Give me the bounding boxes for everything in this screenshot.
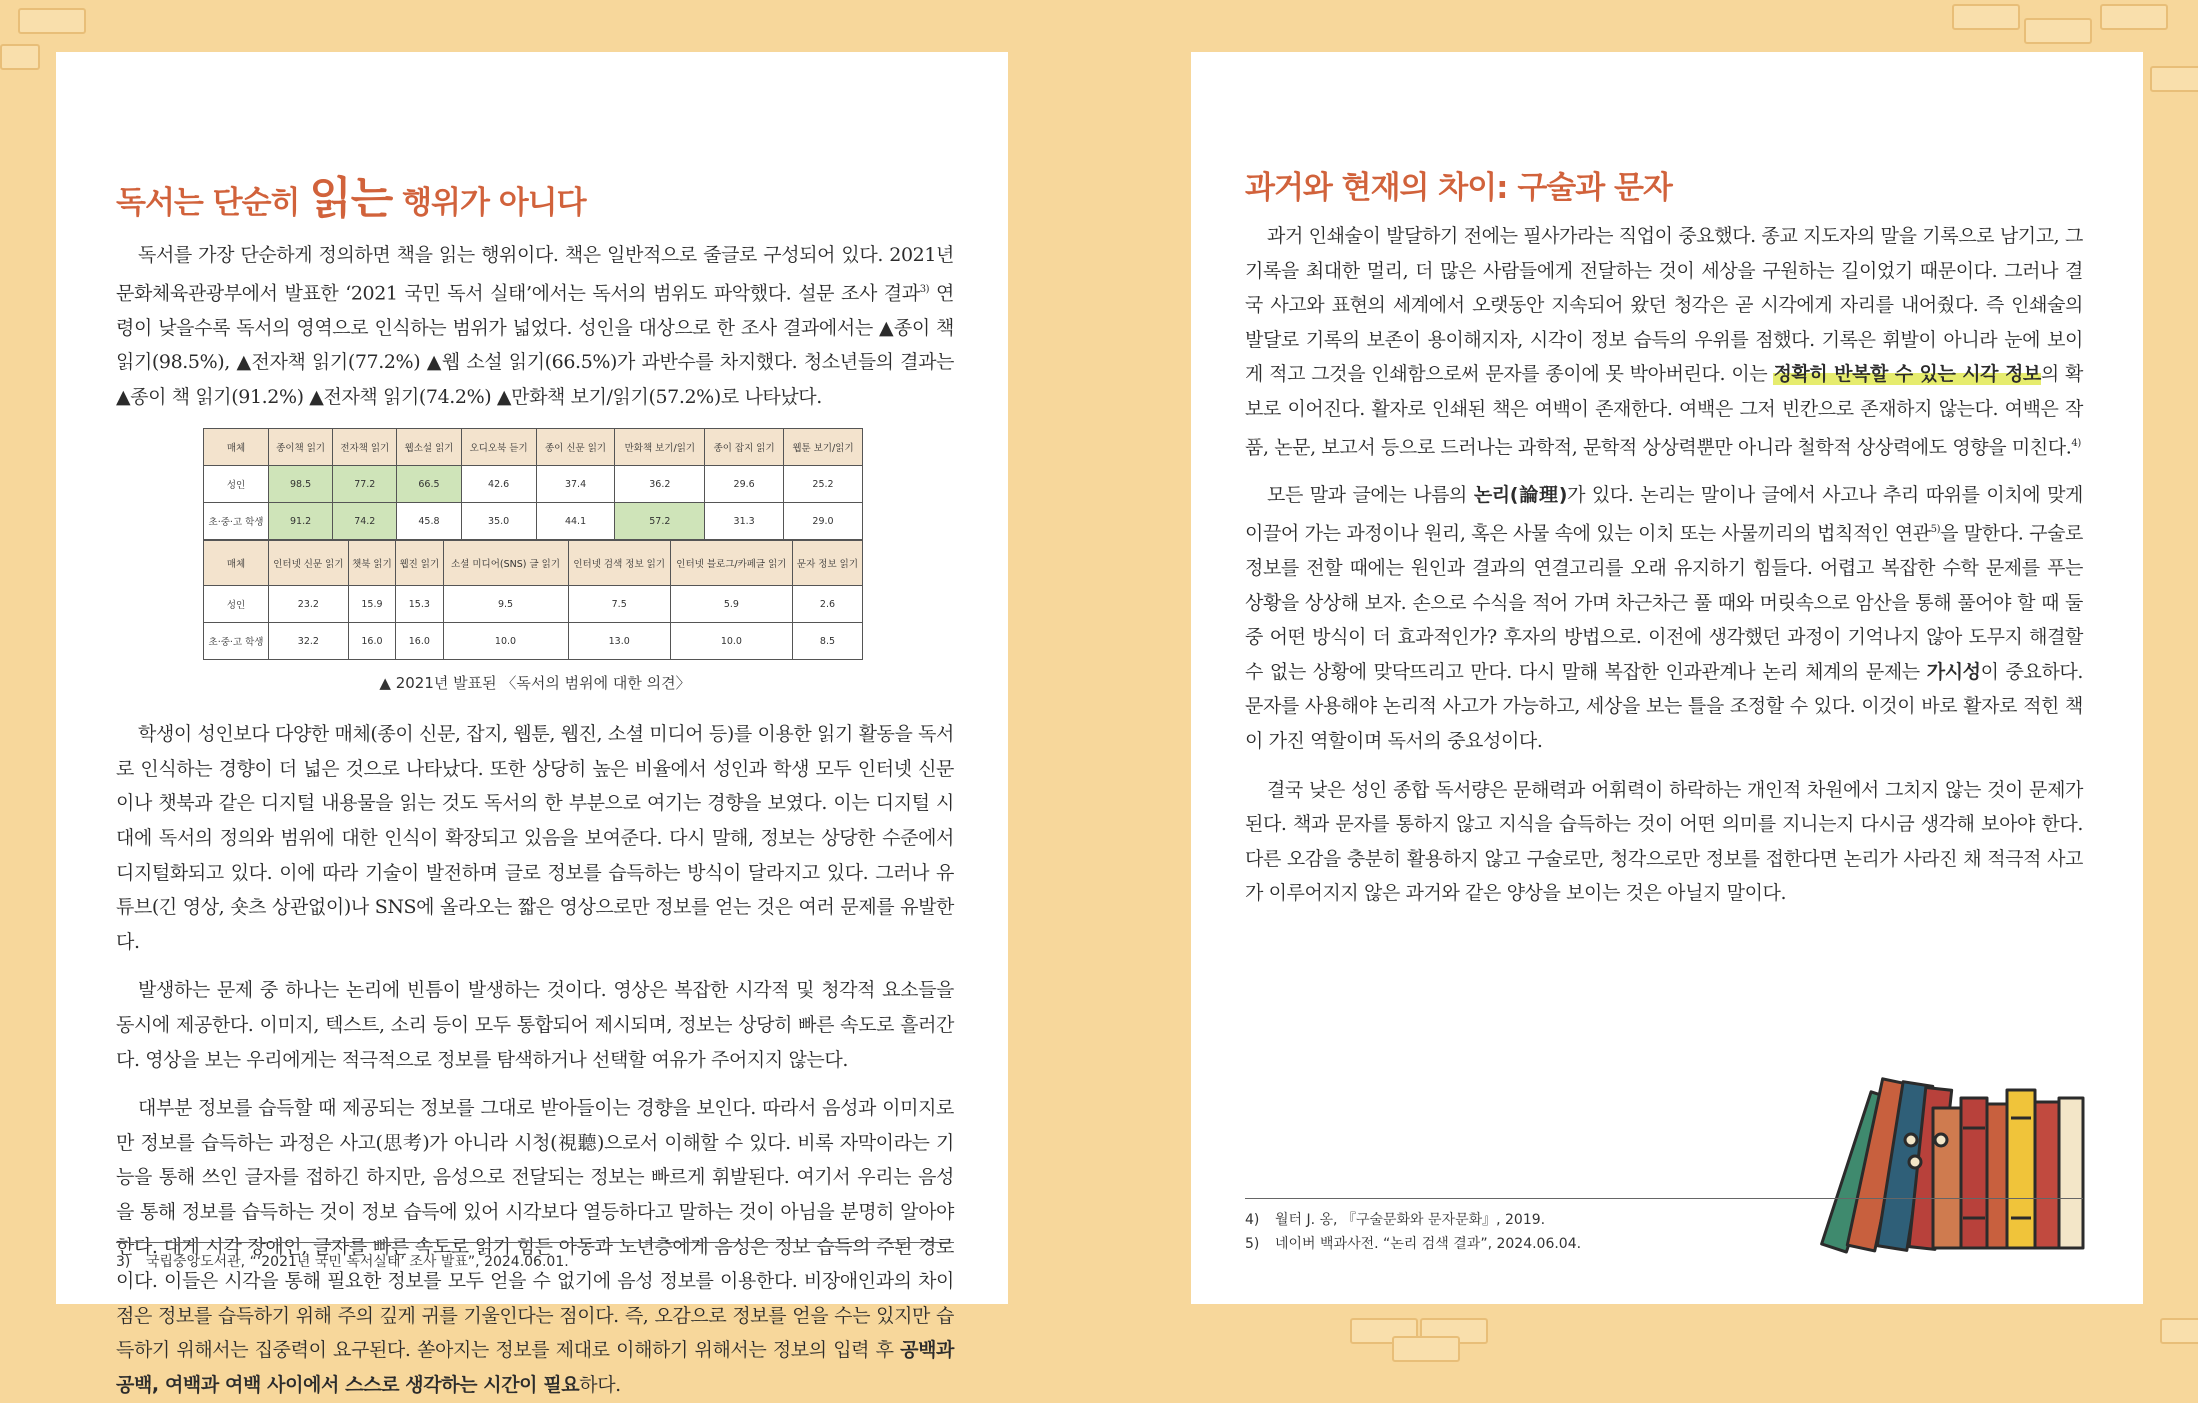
background-brick [0,44,40,70]
table-cell: 44.1 [536,503,615,540]
table-cell: 7.5 [568,586,670,623]
right-page [1191,52,2143,1304]
highlighted-text: 정확히 반복할 수 있는 시각 정보 [1773,363,2041,386]
table-cell: 10.0 [443,623,568,660]
table-2 [203,540,863,660]
reading-scope-table [203,428,954,660]
table-header-row [204,541,863,586]
footnote [1245,1208,1581,1256]
books-illustration [1781,1068,2091,1254]
background-brick [2100,4,2168,30]
table-cell: 32.2 [269,623,349,660]
table-cell: 98.5 [269,466,333,503]
table-cell: 36.2 [615,466,705,503]
right-page-title: 과거와 현재의 차이: 구술과 문자 [1245,170,1672,206]
table-header: 웹소설 읽기 [397,429,461,466]
footnote-text: 네이버 백과사전. “논리 검색 결과”, 2024.06.04. [1275,1236,1582,1252]
table-header: 종이 신문 읽기 [536,429,615,466]
paragraph-text: 연령이 낮을수록 독서의 영역으로 인식하는 범위가 넓었다. 성인을 대상으로 한 조사 결과에서는 ▲종이 책 읽기(98.5%), ▲전자책 읽기(77.2%) ▲웹 소설 읽기(66.5%)가 과반수를 차지했다. 청소년들의 결과는 ▲종이 책 읽기(91.2%) ▲전자책 읽기(74.2%) ▲만화책 보기/읽기(57.2%)로 나타났다. [116,281,954,408]
table-row [204,503,863,540]
background-brick [1392,1336,1460,1362]
footnote-ref: 5) [1930,524,1941,536]
title-text: 독서는 단순히 [116,185,310,221]
table-cell: 5.9 [670,586,792,623]
paragraph: 발생하는 문제 중 하나는 논리에 빈틈이 발생하는 것이다. 영상은 복잡한 시각적 및 청각적 요소들을 동시에 제공한다. 이미지, 텍스트, 소리 등이 모두 통합되어 제시되며, 정보는 상당히 빠른 속도로 흘러간다. 영상을 보는 우리에게는 적극적으로 정보를 탐색하거나 선택할 여유가 주어지지 않는다. [116,979,954,1071]
book-decoration [1935,1134,1947,1146]
book-spine [2059,1098,2083,1248]
table-row [204,586,863,623]
paragraph-text: 을 말한다. 구술로 정보를 전할 때에는 원인과 결과의 연결고리를 오래 유지하기 힘들다. 어렵고 복잡한 수학 문제를 푸는 상황을 상상해 보자. 손으로 수식을 적어 가며 차근차근 풀 때와 머릿속으로 암산을 통해 풀어야 할 때 둘 중 어떤 방식이 더 효과적인가? 후자의 방법으로. 이전에 생각했던 과정이 기억나지 않아 도무지 해결할 수 없는 상황에 맞닥뜨리고 만다. 다시 말해 복잡한 인과관계나 논리 체계의 문제는 [1245,522,2083,683]
table-cell: 77.2 [333,466,397,503]
footnote-text: 월터 J. 옹, 『구술문화와 문자문화』, 2019. [1275,1212,1546,1228]
left-page [56,52,1008,1396]
footnote-divider [1245,1198,2083,1199]
emphasis-text: 공백과 공백, 여백과 여백 사이에서 스스로 생각하는 시간이 필요 [116,1339,954,1396]
table-cell: 35.0 [461,503,536,540]
background-brick [2160,1318,2198,1344]
footnote-ref: 4) [2071,437,2081,449]
table-cell: 성인 [204,466,269,503]
background-brick [2150,66,2198,92]
table-cell: 13.0 [568,623,670,660]
footnote-number: 3) [116,1254,131,1270]
table-cell: 29.0 [783,503,862,540]
table-header: 소셜 미디어(SNS) 글 읽기 [443,541,568,586]
footnote-text: 국립중앙도서관, “‘2021년 국민 독서실태’ 조사 발표”, 2024.06.01. [146,1254,569,1270]
table-1 [203,428,863,540]
book-decoration [1905,1134,1917,1146]
paragraph-text: 가 있다. 논리는 말이나 글에서 사고나 추리 따위를 이치에 맞게 이끌어 가는 과정이나 원리, 혹은 사물 속에 있는 이치 또는 사물끼리의 법칙적인 연관 [1245,484,2083,545]
table-cell: 66.5 [397,466,461,503]
footnote-ref: 3) [919,283,930,295]
table-cell: 15.9 [348,586,395,623]
book-spine [2007,1090,2035,1248]
background-brick [2024,18,2092,44]
book-spine [1987,1104,2007,1248]
book-spine [1933,1108,1961,1248]
table-cell: 16.0 [396,623,443,660]
table-cell: 16.0 [348,623,395,660]
table-cell: 15.3 [396,586,443,623]
table-header-row [204,429,863,466]
paragraph-text: 모든 말과 글에는 나름의 [1267,484,1474,507]
table-header: 문자 정보 읽기 [792,541,862,586]
paragraph [1245,478,2083,758]
book-decoration [1909,1156,1921,1168]
title-text: 행위가 아니다 [392,185,586,221]
paragraph [116,238,954,414]
table-caption: ▲ 2021년 발표된 〈독서의 범위에 대한 의견〉 [379,674,691,693]
background-brick [18,8,86,34]
title-emphasis: 읽는 [309,173,393,224]
table-header: 오디오북 듣기 [461,429,536,466]
paragraph-text: 의 확보로 이어진다. 활자로 인쇄된 책은 여백이 존재한다. 여백은 그저 빈칸으로 존재하지 않는다. 여백은 작품, 논문, 보고서 등으로 드러나는 과학적, 문학적 상상력뿐만 아니라 철학적 상상력에도 영향을 미친다. [1245,363,2083,458]
table-cell: 29.6 [705,466,784,503]
table-cell: 2.6 [792,586,862,623]
paragraph-text: 과거 인쇄술이 발달하기 전에는 필사가라는 직업이 중요했다. 종교 지도자의 말을 기록으로 남기고, 그 기록을 최대한 멀리, 더 많은 사람들에게 전달하는 것이 세상을 구원하는 길이었기 때문이다. 그러나 결국 사고와 표현의 세계에서 오랫동안 지속되어 왔던 청각은 곧 시각에게 자리를 내어줬다. 즉 인쇄술의 발달로 기록의 보존이 용이해지자, 시각이 정보 습득의 우위를 점했다. 기록은 휘발이 아니라 눈에 보이게 적고 그것을 인쇄함으로써 문자를 종이에 못 박아버린다. 이는 [1245,225,2083,386]
paragraph [116,1091,954,1402]
emphasis-text: 논리(論理) [1473,484,1568,507]
table-cell: 45.8 [397,503,461,540]
table-row [204,623,863,660]
table-row [204,466,863,503]
book-spine [1961,1098,1987,1248]
paragraph-text: 하다. [579,1373,621,1396]
paragraph [1245,219,2083,464]
table-header: 챗북 읽기 [348,541,395,586]
table-header: 전자책 읽기 [333,429,397,466]
table-cell: 초·중·고 학생 [204,503,269,540]
footnote-number: 4) [1245,1212,1260,1228]
table-header: 인터넷 신문 읽기 [269,541,349,586]
paragraph-text: 대부분 정보를 습득할 때 제공되는 정보를 그대로 받아들이는 경향을 보인다. 따라서 음성과 이미지로만 정보를 습득하는 과정은 사고(思考)가 아니라 시청(視聽)으로서 이해할 수 있다. 비록 자막이라는 기능을 통해 쓰인 글자를 접하긴 하지만, 음성으로 전달되는 정보는 빠르게 휘발된다. 여기서 우리는 음성을 통해 정보를 습득하는 것이 정보 습득에 있어 시각보다 열등하다고 말하는 것이 아님을 분명히 알아야 한다. 대게 시각 장애인, 글자를 빠른 속도로 읽기 힘든 아동과 노년층에게 음성은 정보 습득의 주된 경로이다. 이들은 시각을 통해 필요한 정보를 모두 얻을 수 없기에 음성 정보를 이용한다. 비장애인과의 차이점은 정보를 습득하기 위해 주의 깊게 귀를 기울인다는 점이다. 즉, 오감으로 정보를 얻을 수는 있지만 습득하기 위해서는 집중력이 요구된다. 쏟아지는 정보를 제대로 이해하기 위해서는 정보의 입력 후 [116,1097,954,1362]
table-cell: 9.5 [443,586,568,623]
table-header: 매체 [204,541,269,586]
table-cell: 23.2 [269,586,349,623]
table-cell: 42.6 [461,466,536,503]
table-header: 종이 잡지 읽기 [705,429,784,466]
paragraph: 학생이 성인보다 다양한 매체(종이 신문, 잡지, 웹툰, 웹진, 소셜 미디어 등)를 이용한 읽기 활동을 독서로 인식하는 경향이 더 넓은 것으로 나타났다. 또한 상당히 높은 비율에서 성인과 학생 모두 인터넷 신문이나 챗북과 같은 디지털 내용물을 읽는 것도 독서의 한 부분으로 여기는 경향을 보였다. 이는 디지털 시대에 독서의 정의와 범위에 대한 인식이 확장되고 있음을 보여준다. 다시 말해, 정보는 상당한 수준에서 디지털화되고 있다. 이에 따라 기술이 발전하며 글로 정보를 습득하는 방식이 달라지고 있다. 그러나 유튜브(긴 영상, 숏츠 상관없이)나 SNS에 올라오는 짧은 영상으로만 정보를 얻는 것은 여러 문제를 유발한다. [116,723,954,953]
table-cell: 초·중·고 학생 [204,623,269,660]
table-cell: 57.2 [615,503,705,540]
emphasis-text: 가시성 [1926,660,1981,683]
table-header: 만화책 보기/읽기 [615,429,705,466]
table-header: 웹진 읽기 [396,541,443,586]
left-page-title [116,162,954,226]
paragraph-text: 이 중요하다. 문자를 사용해야 논리적 사고가 가능하고, 세상을 보는 틀을 조정할 수 있다. 이것이 바로 활자로 적힌 책이 가진 역할이며 독서의 중요성이다. [1245,660,2083,752]
table-cell: 8.5 [792,623,862,660]
table-cell: 31.3 [705,503,784,540]
footnote-divider [116,1242,954,1243]
table-cell: 91.2 [269,503,333,540]
table-header: 매체 [204,429,269,466]
book-spine [2035,1102,2059,1248]
footnote-number: 5) [1245,1236,1260,1252]
background-brick [1952,4,2020,30]
table-cell: 37.4 [536,466,615,503]
paragraph-text: 독서를 가장 단순하게 정의하면 책을 읽는 행위이다. 책은 일반적으로 줄글로 구성되어 있다. 2021년 문화체육관광부에서 발표한 ‘2021 국민 독서 실태’에서는 독서의 범위도 파악했다. 설문 조사 결과 [116,244,954,304]
table-header: 종이책 읽기 [269,429,333,466]
table-cell: 10.0 [670,623,792,660]
table-header: 웹툰 보기/읽기 [783,429,862,466]
table-cell: 74.2 [333,503,397,540]
table-header: 인터넷 검색 정보 읽기 [568,541,670,586]
table-cell: 성인 [204,586,269,623]
paragraph: 결국 낮은 성인 종합 독서량은 문해력과 어휘력이 하락하는 개인적 차원에서 그치지 않는 것이 문제가 된다. 책과 문자를 통하지 않고 지식을 습득하는 것이 어떤 의미를 지니는지 다시금 생각해 보아야 한다. 다른 오감을 충분히 활용하지 않고 구술로만, 청각으로만 정보를 접한다면 논리가 사라진 채 적극적 사고가 이루어지지 않은 과거와 같은 양상을 보이는 것은 아닐지 말이다. [1245,778,2083,905]
table-cell: 25.2 [783,466,862,503]
table-header: 인터넷 블로그/카페글 읽기 [670,541,792,586]
footnote [116,1250,569,1274]
